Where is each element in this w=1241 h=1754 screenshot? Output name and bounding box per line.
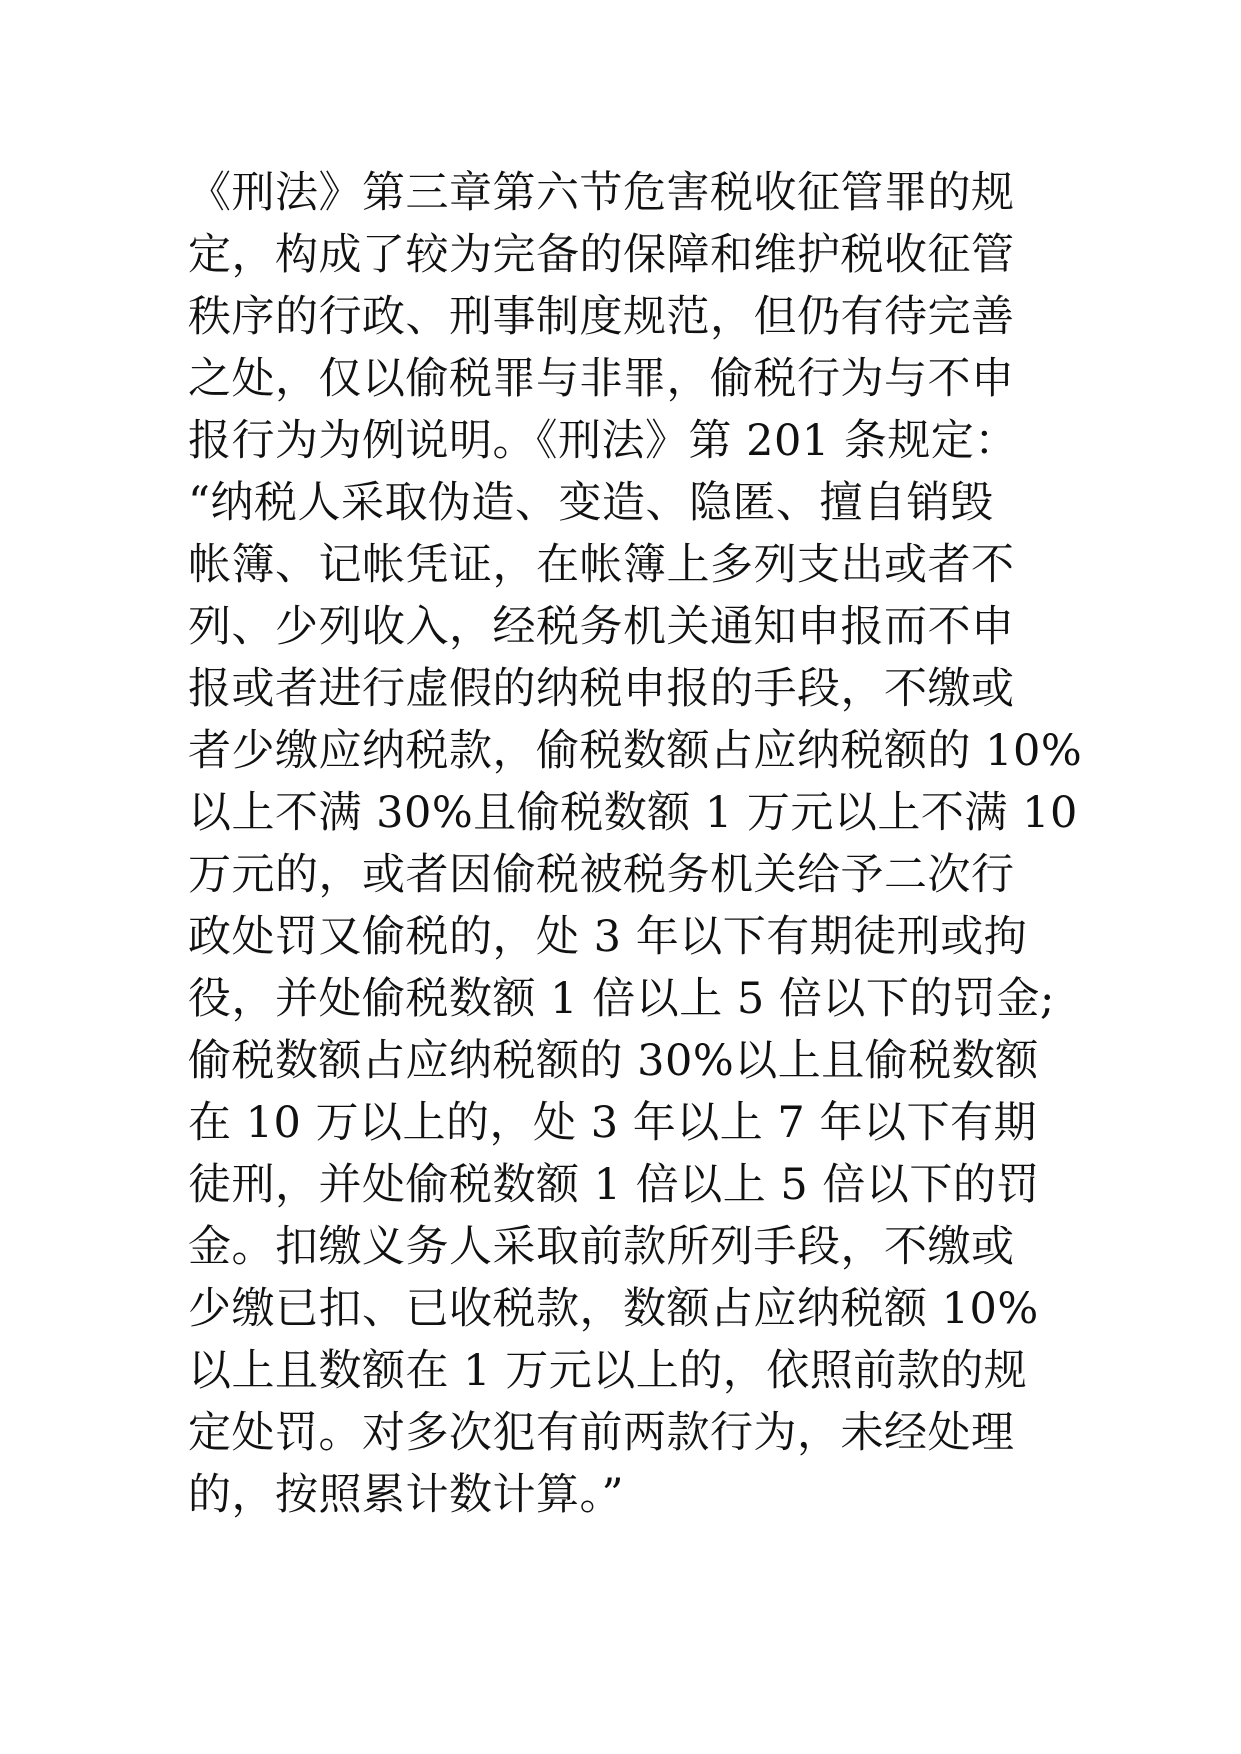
text-line: 以上且数额在 1 万元以上的，依照前款的规 [188, 1346, 1028, 1396]
text-line: 报或者进行虚假的纳税申报的手段，不缴或 [188, 664, 1015, 714]
text-line: 役，并处偷税数额 1 倍以上 5 倍以下的罚金; [188, 974, 1055, 1024]
text-line: 少缴已扣、已收税款，数额占应纳税额 10% [188, 1284, 1039, 1334]
body-paragraph [188, 162, 1083, 1526]
text-line: “纳税人采取伪造、变造、隐匿、擅自销毁 [188, 478, 994, 528]
text-line: 秩序的行政、刑事制度规范，但仍有待完善 [188, 292, 1015, 342]
text-line: 的，按照累计数计算。” [188, 1470, 624, 1520]
text-line: 以上不满 30%且偷税数额 1 万元以上不满 10 [188, 788, 1078, 838]
text-line: 金。扣缴义务人采取前款所列手段，不缴或 [188, 1222, 1015, 1272]
text-line: 定处罚。对多次犯有前两款行为，未经处理 [188, 1408, 1015, 1458]
text-line: 报行为为例说明。《刑法》第 201 条规定： [188, 416, 1018, 466]
text-line: 在 10 万以上的，处 3 年以上 7 年以下有期 [188, 1098, 1037, 1148]
text-line: 偷税数额占应纳税额的 30%以上且偷税数额 [188, 1036, 1039, 1086]
text-line: 者少缴应纳税款，偷税数额占应纳税额的 10% [188, 726, 1083, 776]
text-line: 政处罚又偷税的，处 3 年以下有期徒刑或拘 [188, 912, 1028, 962]
text-line: 帐簿、记帐凭证，在帐簿上多列支出或者不 [188, 540, 1015, 590]
text-line: 列、少列收入，经税务机关通知申报而不申 [188, 602, 1015, 652]
text-line: 《刑法》第三章第六节危害税收征管罪的规 [188, 168, 1015, 218]
text-line: 定，构成了较为完备的保障和维护税收征管 [188, 230, 1015, 280]
text-line: 徒刑，并处偷税数额 1 倍以上 5 倍以下的罚 [188, 1160, 1040, 1210]
text-line: 万元的，或者因偷税被税务机关给予二次行 [188, 850, 1015, 900]
text-line: 之处，仅以偷税罪与非罪，偷税行为与不申 [188, 354, 1015, 404]
